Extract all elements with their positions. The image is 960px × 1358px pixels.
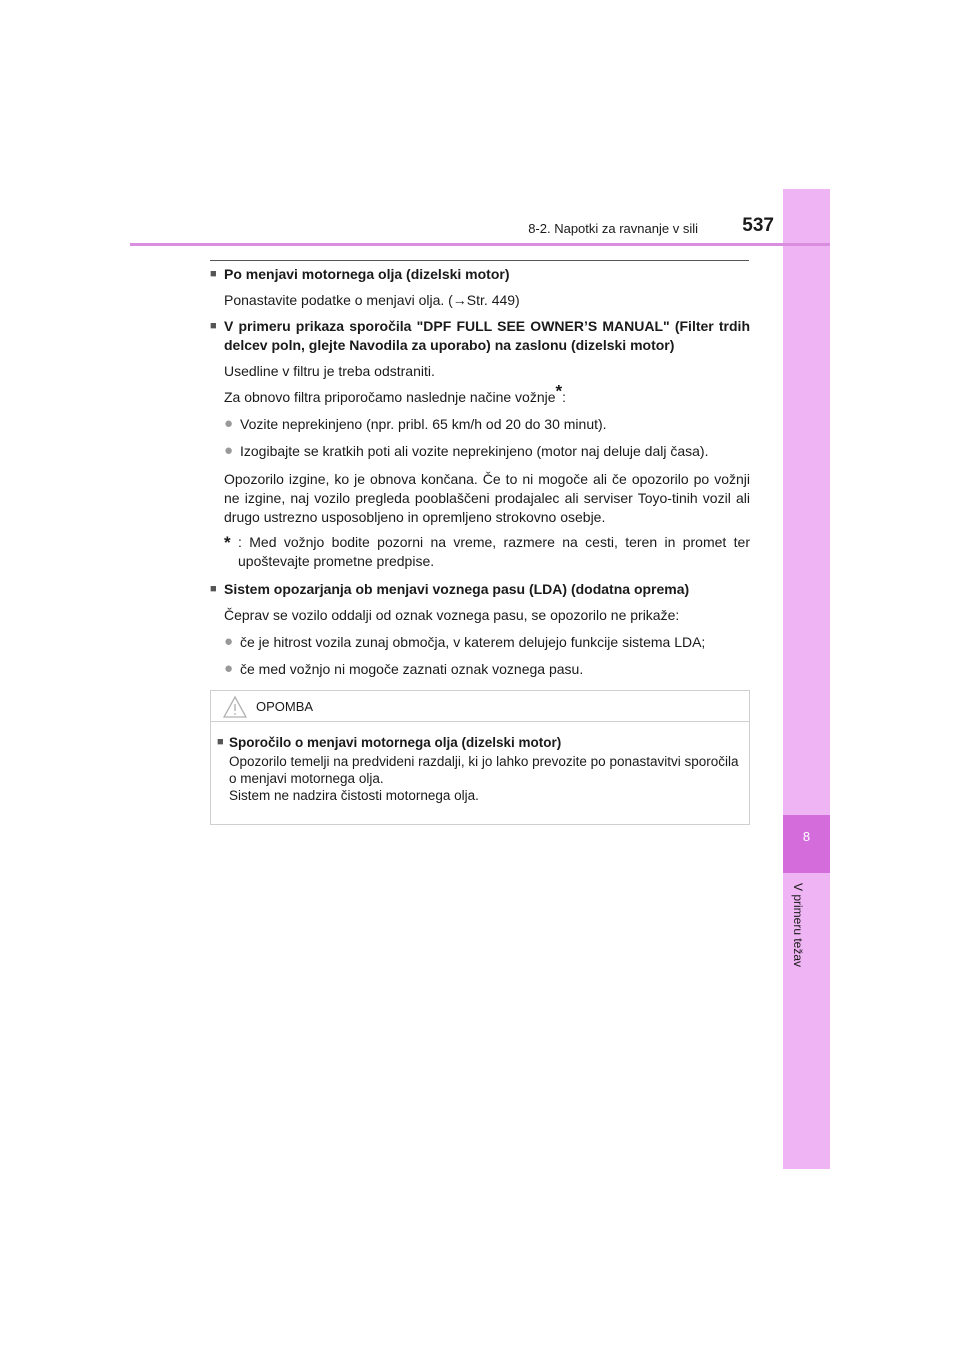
circle-bullet-icon: ● [224,415,234,432]
square-bullet-icon: ■ [210,583,217,595]
notice-title: OPOMBA [256,699,314,714]
notice-text: Sistem ne nadzira čistosti motornega olja. [229,788,479,803]
paragraph-with-footnote: Za obnovo filtra priporočamo naslednje načine vožnje*: [224,381,567,405]
square-bullet-icon: ■ [210,268,217,280]
section-title: 8-2. Napotki za ravnanje v sili [528,221,698,236]
notice-header [211,691,749,722]
paragraph: Usedline v filtru je treba odstraniti. [224,363,435,379]
paragraph: Opozorilo izgine, ko je obnova končana. Če to ni mogoče ali če opozorilo po vožnji ne izgine, naj vozilo pregleda pooblaščeni prodajalec ali serviser Toyo-tinih vozil ali drugo ustrezno usposobljeno in opremljeno strokovno osebje. [224,471,750,525]
chapter-number-tab [783,815,830,873]
notice-heading: ■ Sporočilo o menjavi motornega olja (dizelski motor) [217,735,562,750]
main-content [210,265,750,679]
chapter-number: 8 [802,829,811,844]
paragraph: Ponastavite podatke o menjavi olja. (→Str. 449) [224,292,520,308]
footnote-star-icon: * [555,381,563,401]
paragraph: Čeprav se vozilo oddalji od oznak voznega pasu, se opozorilo ne prikaže: [224,607,680,623]
section-heading: ■ Po menjavi motornega olja (dizelski motor) [210,266,510,282]
list-item: ● če je hitrost vozila zunaj območja, v katerem delujejo funkcije sistema LDA; [224,633,706,650]
notice-box [210,690,750,825]
page-number: 537 [742,215,774,236]
section-heading: ■ Sistem opozarjanja ob menjavi voznega pasu (LDA) (dodatna oprema) [210,581,690,597]
section-heading: ■ V primeru prikaza sporočila "DPF FULL SEE OWNER’S MANUAL" (Filter trdih delcev poln, glejte Navodila za uporabo) na zaslonu (dizelski motor) [210,318,750,353]
footnote: * : Med vožnjo bodite pozorni na vreme, razmere na cesti, teren in promet ter upoštevajte prometne predpise. [224,533,750,569]
list-item: ● Vozite neprekinjeno (npr. pribl. 65 km/h od 20 do 30 minut). [224,415,607,432]
circle-bullet-icon: ● [224,660,234,677]
list-item: ● Izogibajte se kratkih poti ali vozite neprekinjeno (motor naj deluje dalj časa). [224,442,709,459]
warning-triangle-icon [223,695,247,719]
footnote-star-icon: * [224,533,231,552]
square-bullet-icon: ■ [210,320,217,332]
notice-body [211,722,749,804]
circle-bullet-icon: ● [224,442,234,459]
circle-bullet-icon: ● [224,633,234,650]
chapter-side-tab [783,189,830,1169]
header-rule [130,243,830,246]
notice-text: Opozorilo temelji na predvideni razdalji, ki jo lahko prevozite po ponastavitvi sporočila o menjavi motornega olja. [229,754,739,786]
square-bullet-icon: ■ [217,736,224,748]
chapter-title: V primeru težav [791,883,805,968]
list-item: ● če med vožnjo ni mogoče zaznati oznak voznega pasu. [224,660,584,677]
content-top-rule [210,260,749,261]
